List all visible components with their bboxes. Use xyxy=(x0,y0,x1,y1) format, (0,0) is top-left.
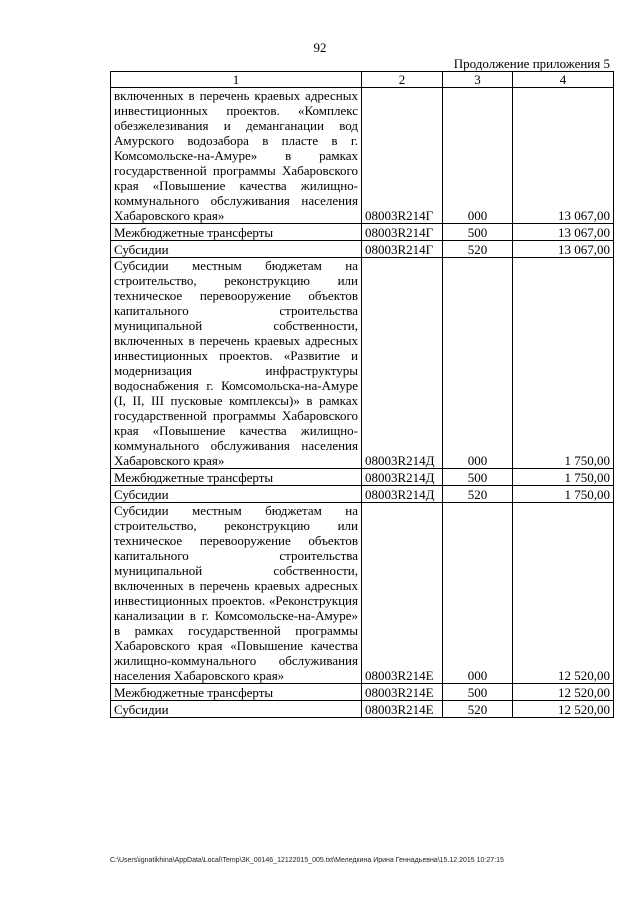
table-row xyxy=(111,701,614,718)
table-row xyxy=(111,503,614,684)
row-description: Межбюджетные трансферты xyxy=(111,469,362,486)
row-amount: 13 067,00 xyxy=(513,88,614,224)
row-amount: 12 520,00 xyxy=(513,684,614,701)
table-row xyxy=(111,241,614,258)
row-description: Субсидии xyxy=(111,241,362,258)
row-amount: 12 520,00 xyxy=(513,503,614,684)
row-description: Межбюджетные трансферты xyxy=(111,684,362,701)
row-expense-type: 500 xyxy=(443,684,513,701)
table-row xyxy=(111,224,614,241)
file-path-footer: C:\Users\ignatikhina\AppData\Local\Temp\ЗК_00146_12122015_005.txt\Меледкина Ирина Геннадьевна\15.12.2015 10:27:15 xyxy=(110,857,504,864)
table-row xyxy=(111,469,614,486)
row-description: включенных в перечень краевых адресных инвестиционных проектов. «Комплекс обезжелезивания и деманганации вод Амурского водозабора в пласте в г. Комсомольске-на-Амуре» в рамках государственной программы Хабаровского края «Повышение качества жилищно-коммунального обслуживания населения Хабаровского края» xyxy=(111,88,362,224)
table-row xyxy=(111,88,614,224)
row-expense-type: 500 xyxy=(443,224,513,241)
row-code: 08003R214Д xyxy=(362,258,443,469)
row-description: Субсидии местным бюджетам на строительство, реконструкцию или техническое перевооружение объектов капитального строительства муниципальной собственности, включенных в перечень краевых адресных инвестиционных проектов. «Реконструкция канализации в г. Комсомольске-на-Амуре» в рамках государственной программы Хабаровского края «Повышение качества жилищно-коммунального обслуживания населения Хабаровского края» xyxy=(111,503,362,684)
table-row xyxy=(111,486,614,503)
row-code: 08003R214Г xyxy=(362,224,443,241)
row-amount: 1 750,00 xyxy=(513,258,614,469)
header-row xyxy=(111,72,614,88)
row-expense-type: 520 xyxy=(443,241,513,258)
row-code: 08003R214Е xyxy=(362,701,443,718)
row-expense-type: 500 xyxy=(443,469,513,486)
row-code: 08003R214Е xyxy=(362,684,443,701)
column-header: 3 xyxy=(443,72,513,88)
row-description: Межбюджетные трансферты xyxy=(111,224,362,241)
row-expense-type: 520 xyxy=(443,486,513,503)
row-description: Субсидии xyxy=(111,486,362,503)
row-amount: 13 067,00 xyxy=(513,241,614,258)
row-expense-type: 520 xyxy=(443,701,513,718)
row-code: 08003R214Г xyxy=(362,241,443,258)
continuation-label: Продолжение приложения 5 xyxy=(453,56,610,71)
row-code: 08003R214Д xyxy=(362,469,443,486)
row-code: 08003R214Е xyxy=(362,503,443,684)
row-expense-type: 000 xyxy=(443,503,513,684)
row-description: Субсидии xyxy=(111,701,362,718)
row-code: 08003R214Г xyxy=(362,88,443,224)
budget-table xyxy=(110,71,614,718)
page-number: 92 xyxy=(313,40,327,55)
row-amount: 13 067,00 xyxy=(513,224,614,241)
row-expense-type: 000 xyxy=(443,88,513,224)
table-row xyxy=(111,684,614,701)
row-description: Субсидии местным бюджетам на строительство, реконструкцию или техническое перевооружение объектов капитального строительства муниципальной собственности, включенных в перечень краевых адресных инвестиционных проектов. «Развитие и модернизация инфраструктуры водоснабжения г. Комсомольска-на-Амуре (I, II, III пусковые комплексы)» в рамках государственной программы Хабаровского края «Повышение качества жилищно-коммунального обслуживания населения Хабаровского края» xyxy=(111,258,362,469)
row-code: 08003R214Д xyxy=(362,486,443,503)
row-amount: 1 750,00 xyxy=(513,469,614,486)
row-amount: 1 750,00 xyxy=(513,486,614,503)
table-row xyxy=(111,258,614,469)
column-header: 2 xyxy=(362,72,443,88)
column-header: 1 xyxy=(111,72,362,88)
row-expense-type: 000 xyxy=(443,258,513,469)
row-amount: 12 520,00 xyxy=(513,701,614,718)
column-header: 4 xyxy=(513,72,614,88)
